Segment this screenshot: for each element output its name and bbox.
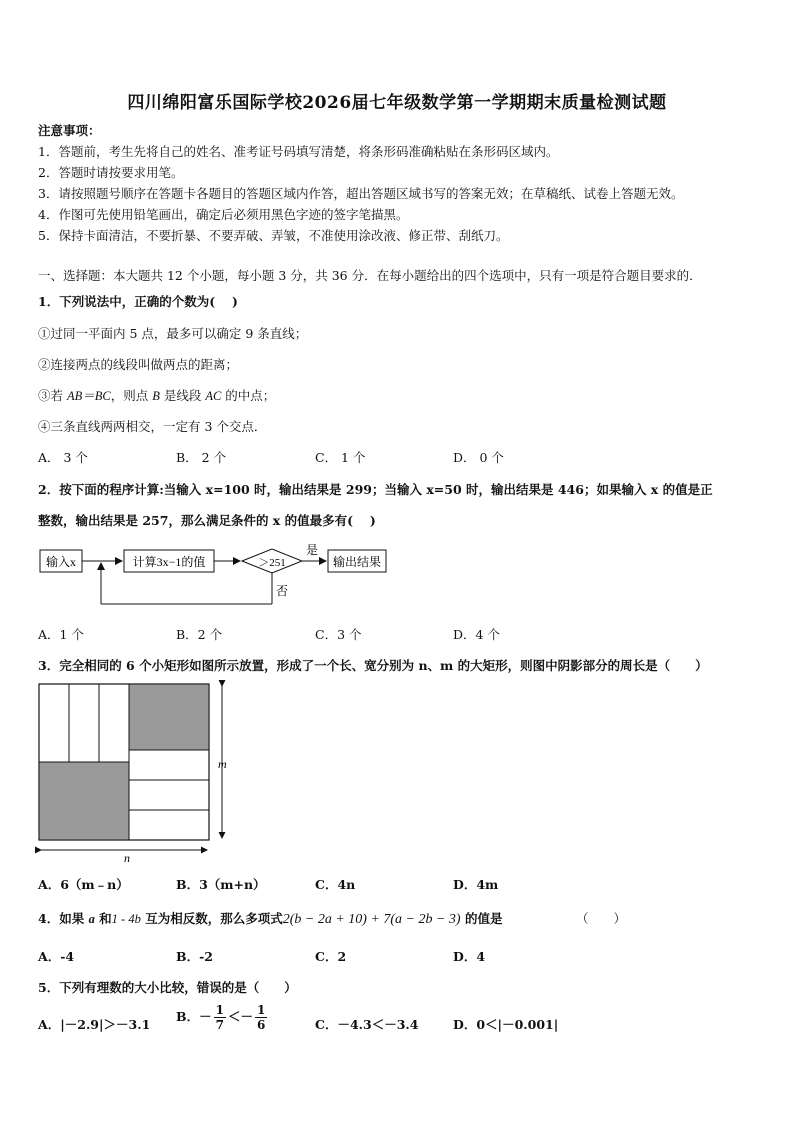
q3-option-c[interactable]: C．4n — [315, 877, 356, 892]
q2-option-c[interactable]: C．3 个 — [315, 627, 362, 642]
flow-output-label: 输出结果 — [332, 555, 382, 569]
q2-stem-line2: 整数，输出结果是 257，那么满足条件的 x 的值最多有( ) — [38, 513, 376, 528]
shaded-region-right — [129, 684, 209, 750]
q4-option-b[interactable]: B．-2 — [176, 949, 213, 964]
flow-input-label: 输入x — [45, 555, 77, 569]
note-item: 3．请按照题号顺序在答题卡各题目的答题区域内作答，超出答题区域书写的答案无效；在草稿纸、试卷上答题无效。 — [38, 186, 684, 201]
q2-stem-line1: 2．按下面的程序计算:当输入 x=100 时，输出结果是 299；当输入 x=50 时，输出结果是 446；如果输入 x 的值是正 — [38, 482, 713, 497]
q4-stem: 4．如果 a 和1 - 4b 互为相反数，那么多项式2(b − 2a + 10) + 7(a − 2b − 3) 的值是 — [38, 911, 503, 927]
q3-option-a[interactable]: A．6（m﹣n） — [38, 877, 129, 892]
q4-option-a[interactable]: A．-4 — [38, 949, 75, 964]
q1-option-c[interactable]: C． 1 个 — [315, 450, 366, 465]
q5-option-c[interactable]: C．－4.3＜－3.4 — [315, 1017, 419, 1032]
q1-option-a[interactable]: A． 3 个 — [38, 450, 88, 465]
flow-condition-label: ＞251 — [258, 557, 286, 569]
q1-statement-4: ④三条直线两两相交，一定有 3 个交点． — [38, 419, 267, 434]
q1-statement-3: ③若 AB＝BC，则点 B 是线段 AC 的中点； — [38, 388, 276, 403]
q3-stem: 3．完全相同的 6 个小矩形如图所示放置，形成了一个长、宽分别为 n、m 的大矩形，则图中阴影部分的周长是（ ） — [38, 658, 708, 673]
flow-compute-label: 计算3x−1的值 — [132, 555, 206, 569]
q4-answer-paren: （ ） — [576, 911, 627, 926]
q1-option-b[interactable]: B． 2 个 — [176, 450, 227, 465]
q1-statement-1: ①过同一平面内 5 点，最多可以确定 9 条直线； — [38, 326, 308, 341]
q1-option-d[interactable]: D． 0 个 — [453, 450, 504, 465]
q5-option-b[interactable]: B．－ $\frac{1}{7}$ ＜－ $\frac{1}{6}$ — [176, 1003, 266, 1032]
notes-heading: 注意事项： — [38, 123, 101, 138]
fraction-1-6: $\frac{1}{6}$ — [256, 1003, 266, 1032]
note-item: 1．答题前，考生先将自己的姓名、准考证号码填写清楚，将条形码准确粘贴在条形码区域内。 — [38, 144, 559, 159]
q4-option-d[interactable]: D．4 — [453, 949, 486, 964]
q2-flowchart — [36, 538, 396, 610]
label-n: n — [124, 851, 130, 864]
page-title: 四川绵阳富乐国际学校2026届七年级数学第一学期期末质量检测试题 — [127, 93, 667, 113]
q3-rectangle-figure — [32, 678, 242, 864]
fraction-1-7: $\frac{1}{7}$ — [215, 1003, 224, 1032]
q1-statement-2: ②连接两点的线段叫做两点的距离； — [38, 357, 239, 372]
q2-option-d[interactable]: D．4 个 — [453, 627, 500, 642]
q5-option-d[interactable]: D．0＜|－0.001| — [453, 1017, 559, 1032]
q2-option-b[interactable]: B．2 个 — [176, 627, 223, 642]
q3-option-d[interactable]: D．4m — [453, 877, 499, 892]
q5-stem: 5．下列有理数的大小比较，错误的是（ ） — [38, 980, 297, 995]
section-heading: 一、选择题：本大题共 12 个小题，每小题 3 分，共 36 分．在每小题给出的四个选项中，只有一项是符合题目要求的． — [38, 268, 702, 283]
q2-option-a[interactable]: A．1 个 — [38, 627, 84, 642]
q4-option-c[interactable]: C．2 — [315, 949, 347, 964]
q5-option-a[interactable]: A．|－2.9|＞－3.1 — [38, 1017, 151, 1032]
q1-stem: 1．下列说法中，正确的个数为( ) — [38, 294, 238, 309]
label-m: m — [218, 757, 227, 771]
q3-option-b[interactable]: B．3（m+n） — [176, 877, 266, 892]
flow-yes-label: 是 — [306, 543, 319, 557]
note-item: 5．保持卡面清洁，不要折暴、不要弄破、弄皱，不准使用涂改液、修正带、刮纸刀。 — [38, 228, 509, 243]
flow-no-label: 否 — [276, 584, 289, 598]
shaded-region-left — [39, 762, 129, 840]
note-item: 4．作图可先使用铅笔画出，确定后必须用黑色字迹的签字笔描黑。 — [38, 207, 409, 222]
note-item: 2．答题时请按要求用笔。 — [38, 165, 184, 180]
